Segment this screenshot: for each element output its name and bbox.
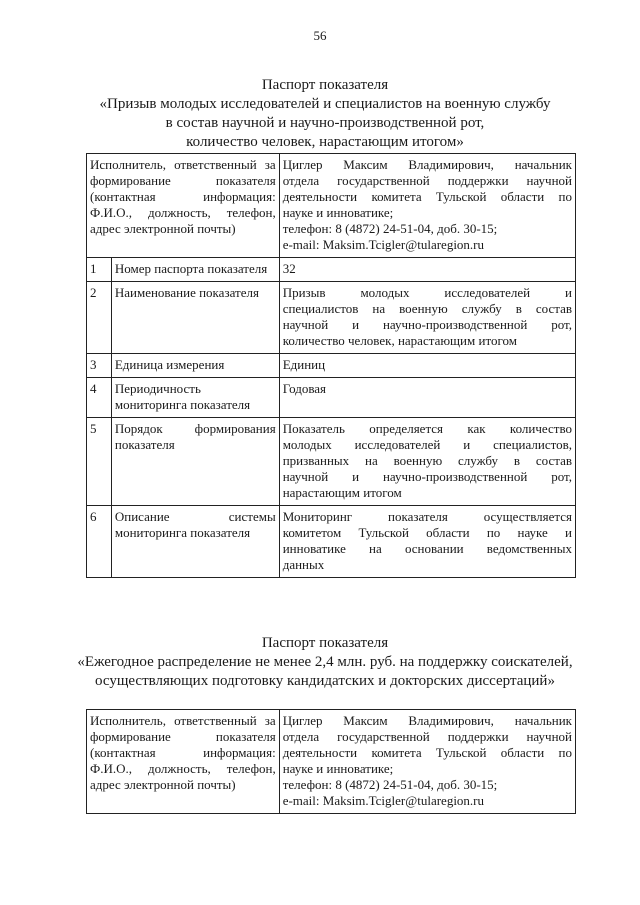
row-value-line: призванных на военную службу в состав xyxy=(282,453,572,468)
row-name-line: Единица измерения xyxy=(114,357,225,372)
row-name-line: Наименование показателя xyxy=(114,285,259,300)
row-value-line: Призыв молодых исследователей и xyxy=(282,285,572,300)
page-number: 56 xyxy=(313,28,327,43)
row-name xyxy=(111,378,279,418)
table-row xyxy=(87,378,576,418)
row-name xyxy=(111,282,279,354)
row-value-line: Показатель определяется как количество xyxy=(282,421,572,436)
row-name-line: мониторинга показателя xyxy=(114,397,251,412)
row-name xyxy=(111,418,279,506)
row-name xyxy=(111,258,279,282)
row-value-line: Годовая xyxy=(282,381,327,396)
table-row xyxy=(87,506,576,578)
executor-label-line: Исполнитель, ответственный за xyxy=(90,713,276,728)
row-value-line: Единиц xyxy=(282,357,326,372)
row-number: 6 xyxy=(87,506,112,578)
row-value xyxy=(279,354,575,378)
row-value xyxy=(279,282,575,354)
executor-label-line: (контактная информация: xyxy=(90,189,276,204)
row-number: 4 xyxy=(87,378,112,418)
table-row xyxy=(87,282,576,354)
executor-label-line: формирование показателя xyxy=(90,729,276,744)
executor-label-line: Ф.И.О., должность, телефон, xyxy=(90,761,276,776)
row-value xyxy=(279,506,575,578)
row-value xyxy=(279,258,575,282)
row-number: 5 xyxy=(87,418,112,506)
row-number: 2 xyxy=(87,282,112,354)
row-number: 1 xyxy=(87,258,112,282)
row-value-line: количество человек, нарастающим итогом xyxy=(282,333,517,348)
table-row xyxy=(87,418,576,506)
passport-1-table xyxy=(86,153,576,578)
executor-value-line: e-mail: Maksim.Tcigler@tularegion.ru xyxy=(282,793,485,808)
executor-row xyxy=(87,154,576,258)
row-value-line: нарастающим итогом xyxy=(282,485,402,500)
passport-2-table xyxy=(86,709,576,814)
row-value-line: Мониторинг показателя осуществляется xyxy=(282,509,572,524)
executor-value-cell xyxy=(279,154,575,258)
passport-2-title-block xyxy=(60,634,590,691)
passport-2-heading: Паспорт показателя xyxy=(261,635,389,651)
row-name-line: Периодичность xyxy=(114,381,201,396)
row-value-line: молодых исследователей и специалистов, xyxy=(282,437,572,452)
executor-value-line: науке и инноватике; xyxy=(282,205,394,220)
row-number: 3 xyxy=(87,354,112,378)
passport-1-heading: Паспорт показателя xyxy=(261,77,389,93)
executor-label-cell xyxy=(87,710,280,814)
executor-label-line: (контактная информация: xyxy=(90,745,276,760)
executor-value-line: e-mail: Maksim.Tcigler@tularegion.ru xyxy=(282,237,485,252)
passport-1-title-line: количество человек, нарастающим итогом» xyxy=(186,134,464,150)
row-value-line: специалистов на военную службу в состав xyxy=(282,301,572,316)
row-value xyxy=(279,418,575,506)
passport-1-title-line: в состав научной и научно-производственной рот, xyxy=(165,115,485,131)
executor-value-line: отдела государственной поддержки научной xyxy=(282,173,572,188)
row-name xyxy=(111,354,279,378)
row-name-line: Описание системы xyxy=(114,509,276,524)
row-value-line: научной и научно-производственной рот, xyxy=(282,469,572,484)
row-value-line: данных xyxy=(282,557,325,572)
executor-label-line: формирование показателя xyxy=(90,173,276,188)
executor-value-line: деятельности комитета Тульской области по xyxy=(282,189,572,204)
row-name xyxy=(111,506,279,578)
executor-value-line: Циглер Максим Владимирович, начальник xyxy=(282,157,572,172)
row-value-line: научной и научно-производственной рот, xyxy=(282,317,572,332)
passport-1-title-line: «Призыв молодых исследователей и специалистов на военную службу xyxy=(99,96,551,112)
executor-label-line: адрес электронной почты) xyxy=(90,777,236,792)
executor-label-line: адрес электронной почты) xyxy=(90,221,236,236)
executor-row xyxy=(87,710,576,814)
executor-value-line: деятельности комитета Тульской области по xyxy=(282,745,572,760)
executor-label-line: Исполнитель, ответственный за xyxy=(90,157,276,172)
executor-value-line: науке и инноватике; xyxy=(282,761,394,776)
executor-value-line: Циглер Максим Владимирович, начальник xyxy=(282,713,572,728)
executor-value-line: телефон: 8 (4872) 24-51-04, доб. 30-15; xyxy=(282,777,498,792)
table-row xyxy=(87,354,576,378)
row-value xyxy=(279,378,575,418)
passport-2-title-line: осуществляющих подготовку кандидатских и докторских диссертаций» xyxy=(95,673,555,689)
row-name-line: мониторинга показателя xyxy=(114,525,251,540)
passport-1-title-block xyxy=(60,76,590,152)
executor-value-cell xyxy=(279,710,575,814)
executor-label-cell xyxy=(87,154,280,258)
executor-value-line: телефон: 8 (4872) 24-51-04, доб. 30-15; xyxy=(282,221,498,236)
row-name-line: показателя xyxy=(114,437,175,452)
row-value-line: 32 xyxy=(282,261,296,276)
row-name-line: Порядок формирования xyxy=(114,421,276,436)
executor-value-line: отдела государственной поддержки научной xyxy=(282,729,572,744)
row-value-line: инноватике на основании ведомственных xyxy=(282,541,572,556)
row-name-line: Номер паспорта показателя xyxy=(114,261,268,276)
passport-2-title-line: «Ежегодное распределение не менее 2,4 млн. руб. на поддержку соискателей, xyxy=(77,654,573,670)
table-row xyxy=(87,258,576,282)
row-value-line: комитетом Тульской области по науке и xyxy=(282,525,572,540)
executor-label-line: Ф.И.О., должность, телефон, xyxy=(90,205,276,220)
